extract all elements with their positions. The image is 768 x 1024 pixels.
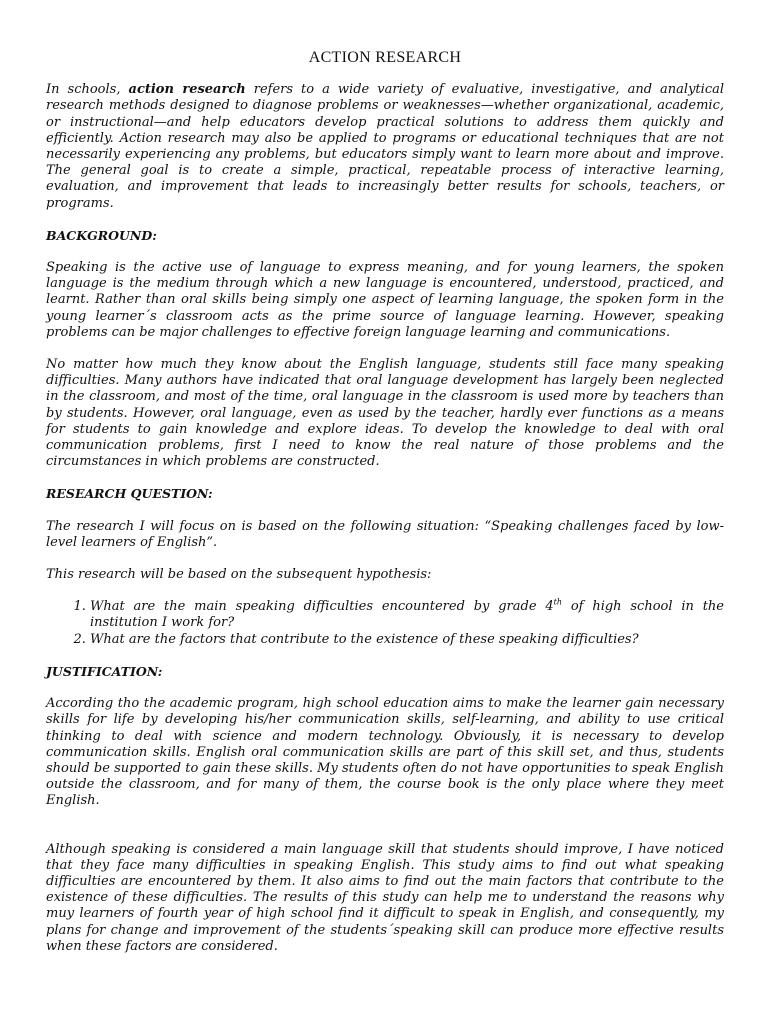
research-question-heading: RESEARCH QUESTION: xyxy=(46,486,213,502)
research-question-paragraph-1: The research I will focus on is based on the following situation: “Speaking challenges faced by low-level learners of English”. xyxy=(46,518,724,550)
intro-lead: In schools, xyxy=(46,82,129,98)
hypothesis-item-1-text: What are the main speaking difficulties encountered by grade 4 xyxy=(90,599,554,615)
research-question-paragraph-2: This research will be based on the subsequent hypothesis: xyxy=(46,567,432,583)
page-title: ACTION RESEARCH xyxy=(308,49,462,66)
ordinal-suffix: th xyxy=(553,597,563,607)
background-paragraph-1: Speaking is the active use of language to express meaning, and for young learners, the spoken language is the medium through which a new language is encountered, understood, practiced, and learnt. Rather than oral skills being simply one aspect of learning language, the spoken form in the young learner´s classroom acts as the prime source of language learning. However, speaking problems can be major challenges to effective foreign language learning and communications. xyxy=(46,260,724,340)
hypothesis-list xyxy=(46,599,724,648)
intro-paragraph xyxy=(46,82,724,212)
intro-term: action research xyxy=(128,82,246,98)
intro-rest: refers to a wide variety of evaluative, investigative, and analytical research methods designed to diagnose problems or weaknesses—whether organizational, academic, or instructional—and help educators develop practical solutions to address them quickly and efficiently. Action research may also be applied to programs or educational techniques that are not necessarily experiencing any problems, but educators simply want to learn more about and improve. The general goal is to create a simple, practical, repeatable process of interactive learning, evaluation, and improvement that leads to increasingly better results for schools, teachers, or programs. xyxy=(46,82,725,211)
justification-paragraph-2: Although speaking is considered a main language skill that students should improve, I have noticed that they face many difficulties in speaking English. This study aims to find out what speaking difficulties are encountered by them. It also aims to find out the main factors that contribute to the existence of these difficulties. The results of this study can help me to understand the reasons why muy learners of fourth year of high school find it difficult to speak in English, and consequently, my plans for change and improvement of the students´speaking skill can produce more effective results when these factors are considered. xyxy=(46,841,724,954)
justification-heading: JUSTIFICATION: xyxy=(46,663,163,679)
hypothesis-item-2: 2. What are the factors that contribute to the existence of these speaking difficulties? xyxy=(90,632,724,648)
hypothesis-item-1 xyxy=(90,599,724,631)
hypothesis-item-1-text-end: of high school in the institution I work for? xyxy=(90,599,724,631)
justification-paragraph-1: According tho the academic program, high school education aims to make the learner gain necessary skills for life by developing his/her communication skills, self-learning, and ability to use critical thinking to deal with science and modern technology. Obviously, it is necessary to develop communication skills. English oral communication skills are part of this skill set, and thus, students should be supported to gain these skills. My students often do not have opportunities to speak English outside the classroom, and for many of them, the course book is the only place where they meet English. xyxy=(46,696,724,809)
background-heading: BACKGROUND: xyxy=(46,227,157,243)
background-paragraph-2: No matter how much they know about the English language, students still face many speaking difficulties. Many authors have indicated that oral language development has largely been neglected in the classroom, and most of the time, oral language in the classroom is used more by teachers than by students. However, oral language, even as used by the teacher, hardly ever functions as a means for students to gain knowledge and explore ideas. To develop the knowledge to deal with oral communication problems, first I need to know the real nature of those problems and the circumstances in which problems are constructed. xyxy=(46,357,724,470)
